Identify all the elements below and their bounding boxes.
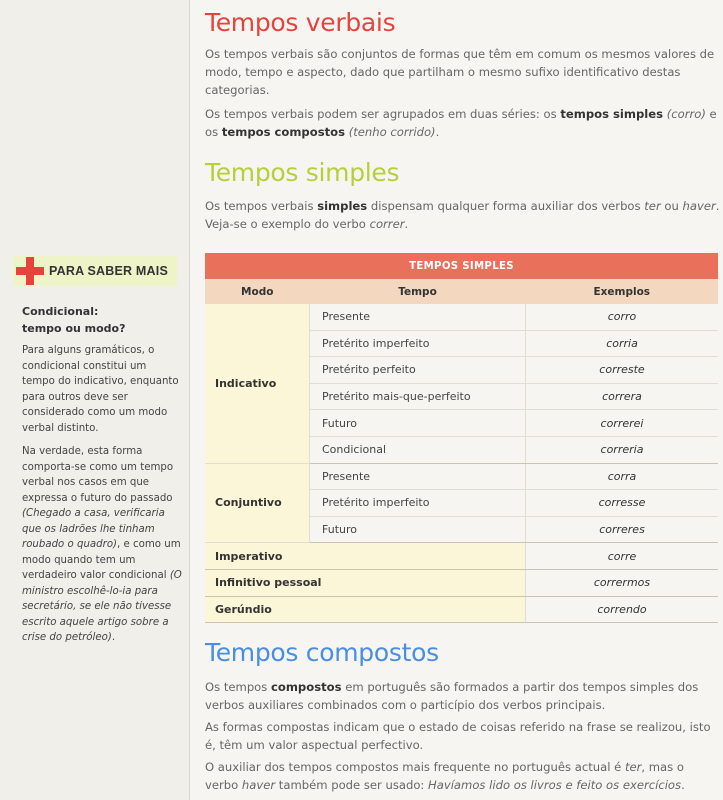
sidebar-heading-line1: Condicional: <box>22 305 99 318</box>
section-title-tempos-verbais: Tempos verbais <box>205 8 396 37</box>
example-cell: corria <box>526 330 719 357</box>
text: Os tempos <box>205 680 272 694</box>
tense-cell: Presente <box>310 463 526 490</box>
example-cell: correrei <box>526 410 719 437</box>
table-header-row <box>205 280 718 305</box>
text: . <box>111 632 116 643</box>
sidebar-box <box>13 256 177 286</box>
example-text: haver <box>682 199 716 213</box>
example-cell: corre <box>526 543 719 570</box>
example-text: (O ministro escolhê-lo-ia para secretário, se ele não tivesse escrito aquele artigo sobre a crise do petróleo) <box>22 570 182 643</box>
sidebar-paragraph-1: Para alguns gramáticos, o condicional constitui um tempo do indicativo, enquanto para outros deve ser considerado como um modo verbal distinto. <box>22 345 179 434</box>
section1-paragraph-2 <box>205 105 720 141</box>
example-text: Havíamos lido os livros e feito os exercícios <box>428 778 682 792</box>
example-cell: corrermos <box>526 569 719 596</box>
text: . <box>435 125 440 139</box>
example-text: (Chegado a casa, verificaria que os ladrões lhe tinham roubado o quadro) <box>22 508 165 550</box>
mood-gerundio: Gerúndio <box>205 596 526 623</box>
sidebar-content <box>22 303 182 654</box>
column-divider <box>189 0 190 800</box>
mood-conjuntivo: Conjuntivo <box>205 463 310 543</box>
tense-cell: Pretérito mais-que-perfeito <box>310 383 526 410</box>
mood-indicativo: Indicativo <box>205 304 310 463</box>
sidebar-heading-line2: tempo ou modo? <box>22 322 126 335</box>
table-row <box>205 543 718 570</box>
tempos-simples-table <box>205 253 718 623</box>
section3-paragraph-3 <box>205 758 720 794</box>
sidebar-heading <box>22 303 182 337</box>
term: compostos <box>271 680 342 694</box>
text: e os <box>205 107 717 139</box>
example-cell: corra <box>526 463 719 490</box>
text: O auxiliar dos tempos compostos mais frequente no português actual é <box>205 760 625 774</box>
tense-cell: Condicional <box>310 436 526 463</box>
text: em português são formados a partir dos tempos simples dos verbos auxiliares combinados com o particípio dos verbos principais. <box>205 680 699 712</box>
example-text: ter <box>624 760 642 774</box>
example-text: (corro) <box>663 107 706 121</box>
example-cell: correra <box>526 383 719 410</box>
example-cell: correres <box>526 516 719 543</box>
text: ou <box>660 199 683 213</box>
table-row <box>205 304 718 330</box>
section3-paragraph-2: As formas compostas indicam que o estado de coisas referido na frase se realizou, isto é, têm um valor aspectual perfectivo. <box>205 720 711 752</box>
term: simples <box>317 199 368 213</box>
table-row <box>205 569 718 596</box>
example-text: correr <box>369 217 405 231</box>
text: . Veja-se o exemplo do verbo <box>205 199 720 231</box>
example-cell: correste <box>526 357 719 384</box>
table-caption: TEMPOS SIMPLES <box>205 253 718 280</box>
example-text: haver <box>241 778 276 792</box>
example-cell: correndo <box>526 596 719 623</box>
example-text: ter <box>644 199 661 213</box>
section-title-tempos-simples: Tempos simples <box>205 158 400 187</box>
sidebar-paragraph-2 <box>22 444 182 646</box>
tense-cell: Pretérito imperfeito <box>310 490 526 517</box>
tense-cell: Futuro <box>310 516 526 543</box>
table-row <box>205 596 718 623</box>
table-header-modo: Modo <box>205 280 310 305</box>
text: . <box>681 778 685 792</box>
tense-cell: Pretérito perfeito <box>310 357 526 384</box>
term: tempos simples <box>560 107 664 121</box>
text: Na verdade, esta forma comporta-se como um tempo verbal nos casos em que expressa o futuro do passado <box>22 446 174 504</box>
text: Os tempos verbais <box>205 199 318 213</box>
text: . <box>404 217 409 231</box>
section-title-tempos-compostos: Tempos compostos <box>205 638 439 667</box>
section1-paragraph-1: Os tempos verbais são conjuntos de formas que têm em comum os mesmos valores de modo, tempo e aspecto, dado que partilham o mesmo sufixo identificativo destas categorias. <box>205 47 715 97</box>
text: , e como um modo quando tem um verdadeiro valor condicional <box>22 539 181 581</box>
tense-cell: Presente <box>310 304 526 330</box>
section3-paragraph-1 <box>205 678 720 714</box>
tense-cell: Pretérito imperfeito <box>310 330 526 357</box>
mood-imperativo: Imperativo <box>205 543 526 570</box>
section2-paragraph-1 <box>205 197 720 233</box>
text: também pode ser usado: <box>275 778 429 792</box>
plus-icon <box>16 257 44 285</box>
text: dispensam qualquer forma auxiliar dos verbos <box>367 199 645 213</box>
tense-cell: Futuro <box>310 410 526 437</box>
text: Os tempos verbais podem ser agrupados em duas séries: os <box>205 107 561 121</box>
example-cell: corro <box>526 304 719 330</box>
mood-infinitivo-pessoal: Infinitivo pessoal <box>205 569 526 596</box>
example-cell: corresse <box>526 490 719 517</box>
example-text: (tenho corrido) <box>345 125 436 139</box>
example-cell: correria <box>526 436 719 463</box>
text: , mas o verbo <box>205 760 684 792</box>
term: tempos compostos <box>221 125 346 139</box>
table-header-tempo: Tempo <box>310 280 526 305</box>
sidebar-box-title: PARA SABER MAIS <box>49 264 168 278</box>
table-row <box>205 463 718 490</box>
table-header-exemplos: Exemplos <box>526 280 719 305</box>
